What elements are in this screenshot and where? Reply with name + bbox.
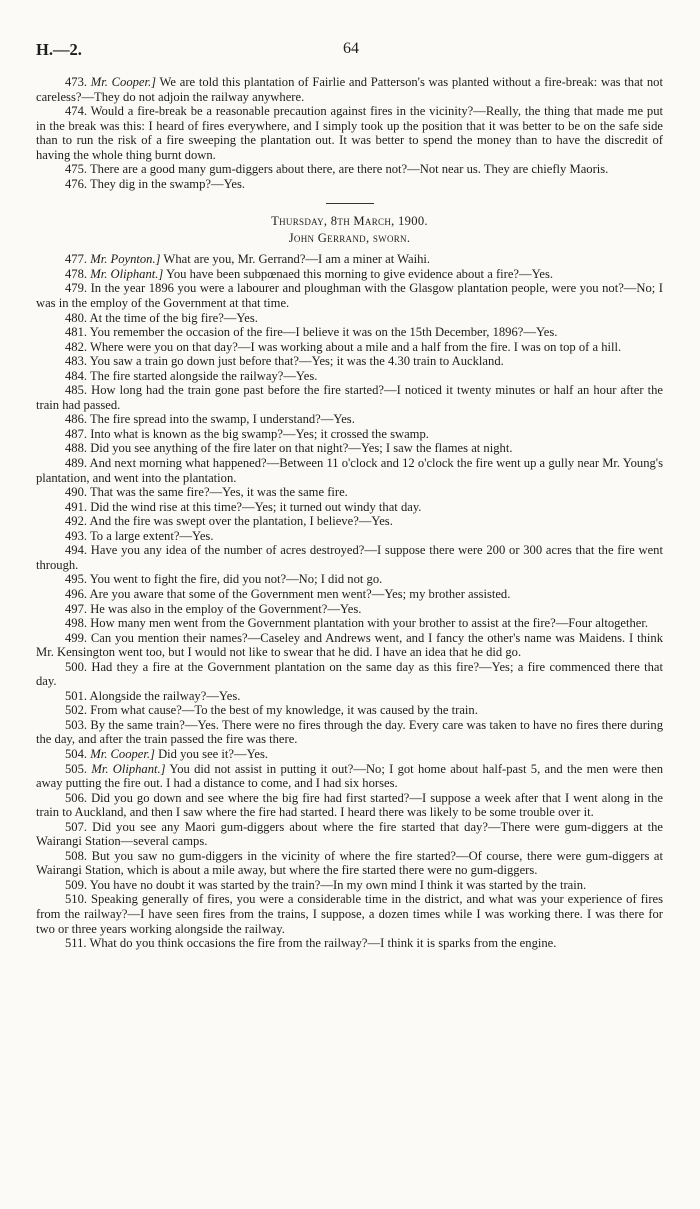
question-number: 490. <box>65 485 88 500</box>
question-number: 491. <box>65 499 88 514</box>
question-text: What are you, Mr. Gerrand?—I am a miner at Waihi. <box>160 252 431 267</box>
question-paragraph <box>36 340 663 355</box>
question-paragraph <box>36 75 663 104</box>
question-text: How long had the train gone past before the fire started?—I noticed it twenty minutes or half an hour after the train had passed. <box>36 383 663 412</box>
question-text: Where were you on that day?—I was working about a mile and a half from the fire. I was on top of a hill. <box>89 339 622 354</box>
question-text: And the fire was swept over the plantation, I believe?—Yes. <box>89 514 393 529</box>
question-text: You have been subpœnaed this morning to give evidence about a fire?—Yes. <box>163 266 554 281</box>
question-text: Did you see it?—Yes. <box>154 746 269 761</box>
question-paragraph <box>36 631 663 660</box>
question-paragraph <box>36 892 663 936</box>
question-number: 509. <box>65 877 88 892</box>
examiner-name: Mr. Poynton.] <box>90 252 161 267</box>
question-paragraph <box>36 587 663 602</box>
question-text: The fire started alongside the railway?—Yes. <box>89 368 318 383</box>
question-paragraph <box>36 325 663 340</box>
question-text: Did you see any Maori gum-diggers about where the fire started that day?—There were gum-diggers at the Wairangi Station—several camps. <box>36 819 663 849</box>
question-text: The fire spread into the swamp, I understand?—Yes. <box>89 412 355 427</box>
question-number: 482. <box>65 339 88 354</box>
page-number: 64 <box>343 40 359 57</box>
question-paragraph <box>36 820 663 849</box>
question-paragraph <box>36 267 663 282</box>
question-number: 501. <box>65 688 88 703</box>
section-divider <box>326 203 374 204</box>
question-number: 493. <box>65 528 88 543</box>
question-text: By the same train?—Yes. There were no fires through the day. Every care was taken to have no fires there during the day, and after the train passed the fire was there. <box>36 717 663 747</box>
question-number: 492. <box>65 514 88 529</box>
question-number: 508. <box>65 848 88 863</box>
question-paragraph <box>36 311 663 326</box>
question-number: 510. <box>65 892 88 907</box>
evidence-part-1 <box>36 75 663 191</box>
question-number: 489. <box>65 456 88 471</box>
question-number: 494. <box>65 543 88 558</box>
witness-heading: John Gerrand, sworn. <box>288 231 411 246</box>
question-text: There are a good many gum-diggers about there, are there not?—Not near us. They are chiefly Maoris. <box>89 162 609 177</box>
question-paragraph <box>36 616 663 631</box>
question-paragraph <box>36 602 663 617</box>
question-number: 480. <box>65 310 88 325</box>
question-number: 495. <box>65 572 88 587</box>
question-number: 497. <box>65 601 88 616</box>
question-number: 476. <box>65 176 88 191</box>
examiner-name: Mr. Cooper.] <box>90 75 157 89</box>
question-text: Can you mention their names?—Caseley and Andrews went, and I fancy the other's name was Maidens. I think Mr. Kensington went too, but I would not like to swear that he did. I have an idea that he did go. <box>36 630 663 660</box>
question-text: At the time of the big fire?—Yes. <box>89 310 258 325</box>
page-header <box>36 40 666 62</box>
question-paragraph <box>36 383 663 412</box>
question-number: 505. <box>65 761 88 776</box>
question-text: Would a fire-break be a reasonable precaution against fires in the vicinity?—Really, the thing that made me put in the break was this: I heard of fires everywhere, and I simply took up the position that it was better to be on the safe side than to run the risk of a fire sweeping the plantation out. It was better to spend the money than to have the discredit of having the whole thing burnt down. <box>36 104 663 162</box>
question-paragraph <box>36 427 663 442</box>
question-paragraph <box>36 703 663 718</box>
question-paragraph <box>36 485 663 500</box>
question-number: 486. <box>65 412 88 427</box>
question-text: In the year 1896 you were a labourer and ploughman with the Glasgow plantation people, were you not?—No; I was in the employ of the Government at that time. <box>36 281 663 311</box>
question-number: 487. <box>65 426 88 441</box>
question-paragraph <box>36 849 663 878</box>
question-paragraph <box>36 354 663 369</box>
question-paragraph <box>36 441 663 456</box>
question-text: We are told this plantation of Fairlie and Patterson's was planted without a fire-break: was that not careless?—They do not adjoin the railway anywhere. <box>36 75 663 104</box>
question-paragraph <box>36 412 663 427</box>
question-number: 507. <box>65 819 88 834</box>
question-number: 511. <box>65 936 87 951</box>
question-text: To a large extent?—Yes. <box>89 528 214 543</box>
question-paragraph <box>36 936 663 951</box>
question-text: He was also in the employ of the Government?—Yes. <box>90 601 362 616</box>
question-number: 479. <box>65 281 88 296</box>
question-text: Did you see anything of the fire later on that night?—Yes; I saw the flames at night. <box>90 441 513 456</box>
question-paragraph <box>36 762 663 791</box>
question-number: 488. <box>65 441 88 456</box>
question-paragraph <box>36 718 663 747</box>
question-text: How many men went from the Government plantation with your brother to assist at the fire?—Four altogether. <box>90 616 649 631</box>
question-number: 483. <box>65 354 88 369</box>
question-number: 496. <box>65 586 88 601</box>
question-text: Did the wind rise at this time?—Yes; it turned out windy that day. <box>90 499 422 514</box>
paper-reference: H.—2. <box>36 40 82 59</box>
question-paragraph <box>36 689 663 704</box>
question-text: Had they a fire at the Government plantation on the same day as this fire?—Yes; a fire commenced there that day. <box>36 659 663 689</box>
question-number: 478. <box>65 266 88 281</box>
question-text: Did you go down and see where the big fire had first started?—I suppose a week after that I went along in the train to Auckland, and then I saw where the fire had started. I heard there was likely to be some trouble over it. <box>36 790 663 820</box>
question-paragraph <box>36 456 663 485</box>
question-paragraph <box>36 572 663 587</box>
question-text: And next morning what happened?—Between 11 o'clock and 12 o'clock the fire went up a gully near Mr. Young's plantation, and went into the plantation. <box>36 456 663 485</box>
question-number: 498. <box>65 616 88 631</box>
examiner-name: Mr. Oliphant.] <box>91 761 166 776</box>
question-paragraph <box>36 177 663 192</box>
question-paragraph <box>36 281 663 310</box>
question-number: 473. <box>65 75 88 89</box>
question-text: You remember the occasion of the fire—I believe it was on the 15th December, 1896?—Yes. <box>89 325 558 340</box>
question-paragraph <box>36 104 663 162</box>
question-paragraph <box>36 747 663 762</box>
question-text: But you saw no gum-diggers in the vicinity of where the fire started?—Of course, there were gum-diggers at Wairangi Station, which is about a mile away, but where the fire started there were no gum-diggers. <box>36 848 663 878</box>
question-paragraph <box>36 878 663 893</box>
question-number: 503. <box>65 717 88 732</box>
question-paragraph <box>36 369 663 384</box>
evidence-text <box>36 75 663 951</box>
question-number: 485. <box>65 383 88 398</box>
question-number: 474. <box>65 104 88 119</box>
question-paragraph <box>36 660 663 689</box>
question-text: That was the same fire?—Yes, it was the same fire. <box>89 485 348 500</box>
question-paragraph <box>36 529 663 544</box>
question-number: 500. <box>65 659 88 674</box>
question-text: You did not assist in putting it out?—No; I got home about half-past 5, and the men were then away putting the fire out. I had a distance to come, and I had six horses. <box>36 761 663 791</box>
question-text: You went to fight the fire, did you not?—No; I did not go. <box>89 572 383 587</box>
question-text: Speaking generally of fires, you were a considerable time in the district, and what was your experience of fires from the railway?—I have seen fires from the trains, I suppose, a dozen times while I was working there. I was there for two or three years working alongside the railway. <box>36 892 664 936</box>
question-text: They dig in the swamp?—Yes. <box>89 176 246 191</box>
question-number: 484. <box>65 368 88 383</box>
question-paragraph <box>36 162 663 177</box>
question-text: Are you aware that some of the Government men went?—Yes; my brother assisted. <box>89 586 511 601</box>
question-number: 475. <box>65 162 88 177</box>
examiner-name: Mr. Cooper.] <box>90 746 155 761</box>
question-text: Have you any idea of the number of acres destroyed?—I suppose there were 200 or 300 acres that the fire went through. <box>36 543 663 572</box>
question-number: 499. <box>65 630 88 645</box>
evidence-part-2 <box>36 252 663 950</box>
examiner-name: Mr. Oliphant.] <box>90 266 164 281</box>
question-paragraph <box>36 252 663 267</box>
question-paragraph <box>36 791 663 820</box>
question-number: 502. <box>65 703 88 718</box>
question-paragraph <box>36 500 663 515</box>
question-text: Alongside the railway?—Yes. <box>89 688 241 703</box>
question-paragraph <box>36 514 663 529</box>
question-text: Into what is known as the big swamp?—Yes; it crossed the swamp. <box>90 426 429 441</box>
question-text: You saw a train go down just before that?—Yes; it was the 4.30 train to Auckland. <box>89 354 504 369</box>
question-text: From what cause?—To the best of my knowledge, it was caused by the train. <box>90 703 478 718</box>
question-text: What do you think occasions the fire from the railway?—I think it is sparks from the engine. <box>89 936 557 951</box>
question-paragraph <box>36 543 663 572</box>
question-text: You have no doubt it was started by the train?—In my own mind I think it was started by the train. <box>89 877 587 892</box>
question-number: 477. <box>65 252 88 267</box>
sitting-date-heading: Thursday, 8th March, 1900. <box>271 214 428 229</box>
question-number: 504. <box>65 746 88 761</box>
question-number: 481. <box>65 325 88 340</box>
question-number: 506. <box>65 790 88 805</box>
